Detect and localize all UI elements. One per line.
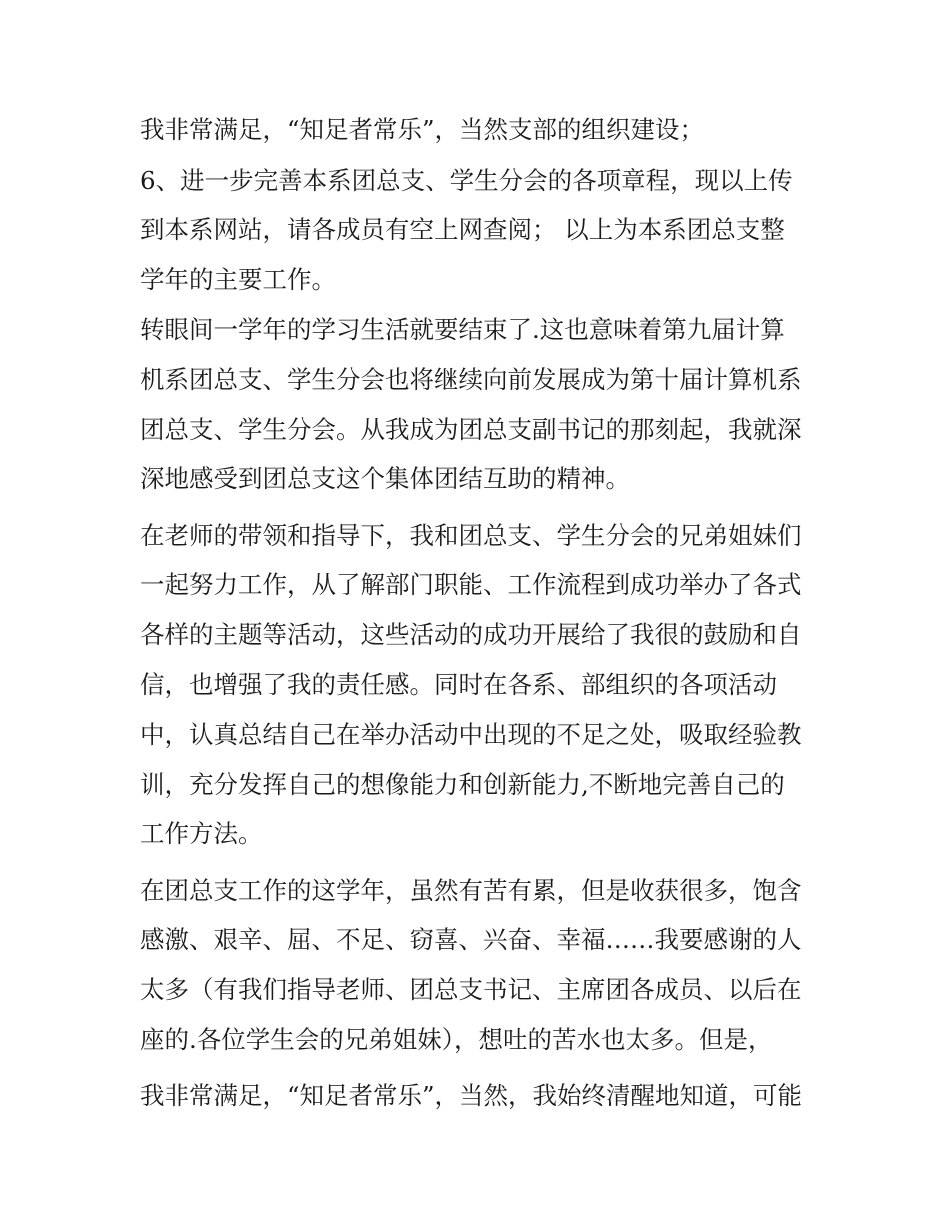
text-line: 我非常满足，“知足者常乐”，当然，我始终清醒地知道，可能 [140, 1081, 803, 1110]
text-line: 在团总支工作的这学年，虽然有苦有累，但是收获很多，饱含 [140, 876, 802, 905]
text-line: 训，充分发挥自己的想像能力和创新能力,不断地完善自己的 [140, 770, 785, 799]
text-line: 机系团总支、学生分会也将继续向前发展成为第十届计算机系 [140, 365, 802, 394]
text-line: 一起努力工作，从了解部门职能、工作流程到成功举办了各式 [140, 570, 802, 599]
text-line: 6、进一步完善本系团总支、学生分会的各项章程，现以上传 [140, 166, 793, 195]
text-line: 工作方法。 [140, 819, 263, 848]
text-line: 到本系网站，请各成员有空上网查阅； 以上为本系团总支整 [140, 215, 785, 244]
text-line: 学年的主要工作。 [140, 265, 336, 294]
text-line: 太多（有我们指导老师、团总支书记、主席团各成员、以后在 [140, 975, 802, 1004]
text-line: 转眼间一学年的学习生活就要结束了.这也意味着第九届计算 [140, 315, 785, 344]
text-line: 团总支、学生分会。从我成为团总支副书记的那刻起，我就深 [140, 415, 802, 444]
text-line: 感激、艰辛、屈、不足、窃喜、兴奋、幸福……我要感谢的人 [140, 925, 802, 954]
text-line: 座的.各位学生会的兄弟姐妹），想吐的苦水也太多。但是， [140, 1025, 773, 1054]
text-line: 在老师的带领和指导下，我和团总支、学生分会的兄弟姐妹们 [140, 521, 802, 550]
text-line: 各样的主题等活动，这些活动的成功开展给了我很的鼓励和自 [140, 620, 802, 649]
text-line: 我非常满足，“知足者常乐”，当然支部的组织建设； [140, 115, 705, 144]
text-line: 中，认真总结自己在举办活动中出现的不足之处，吸取经验教 [140, 720, 802, 749]
text-line: 信，也增强了我的责任感。同时在各系、部组织的各项活动 [140, 670, 777, 699]
text-line: 深地感受到团总支这个集体团结互助的精神。 [140, 464, 630, 493]
